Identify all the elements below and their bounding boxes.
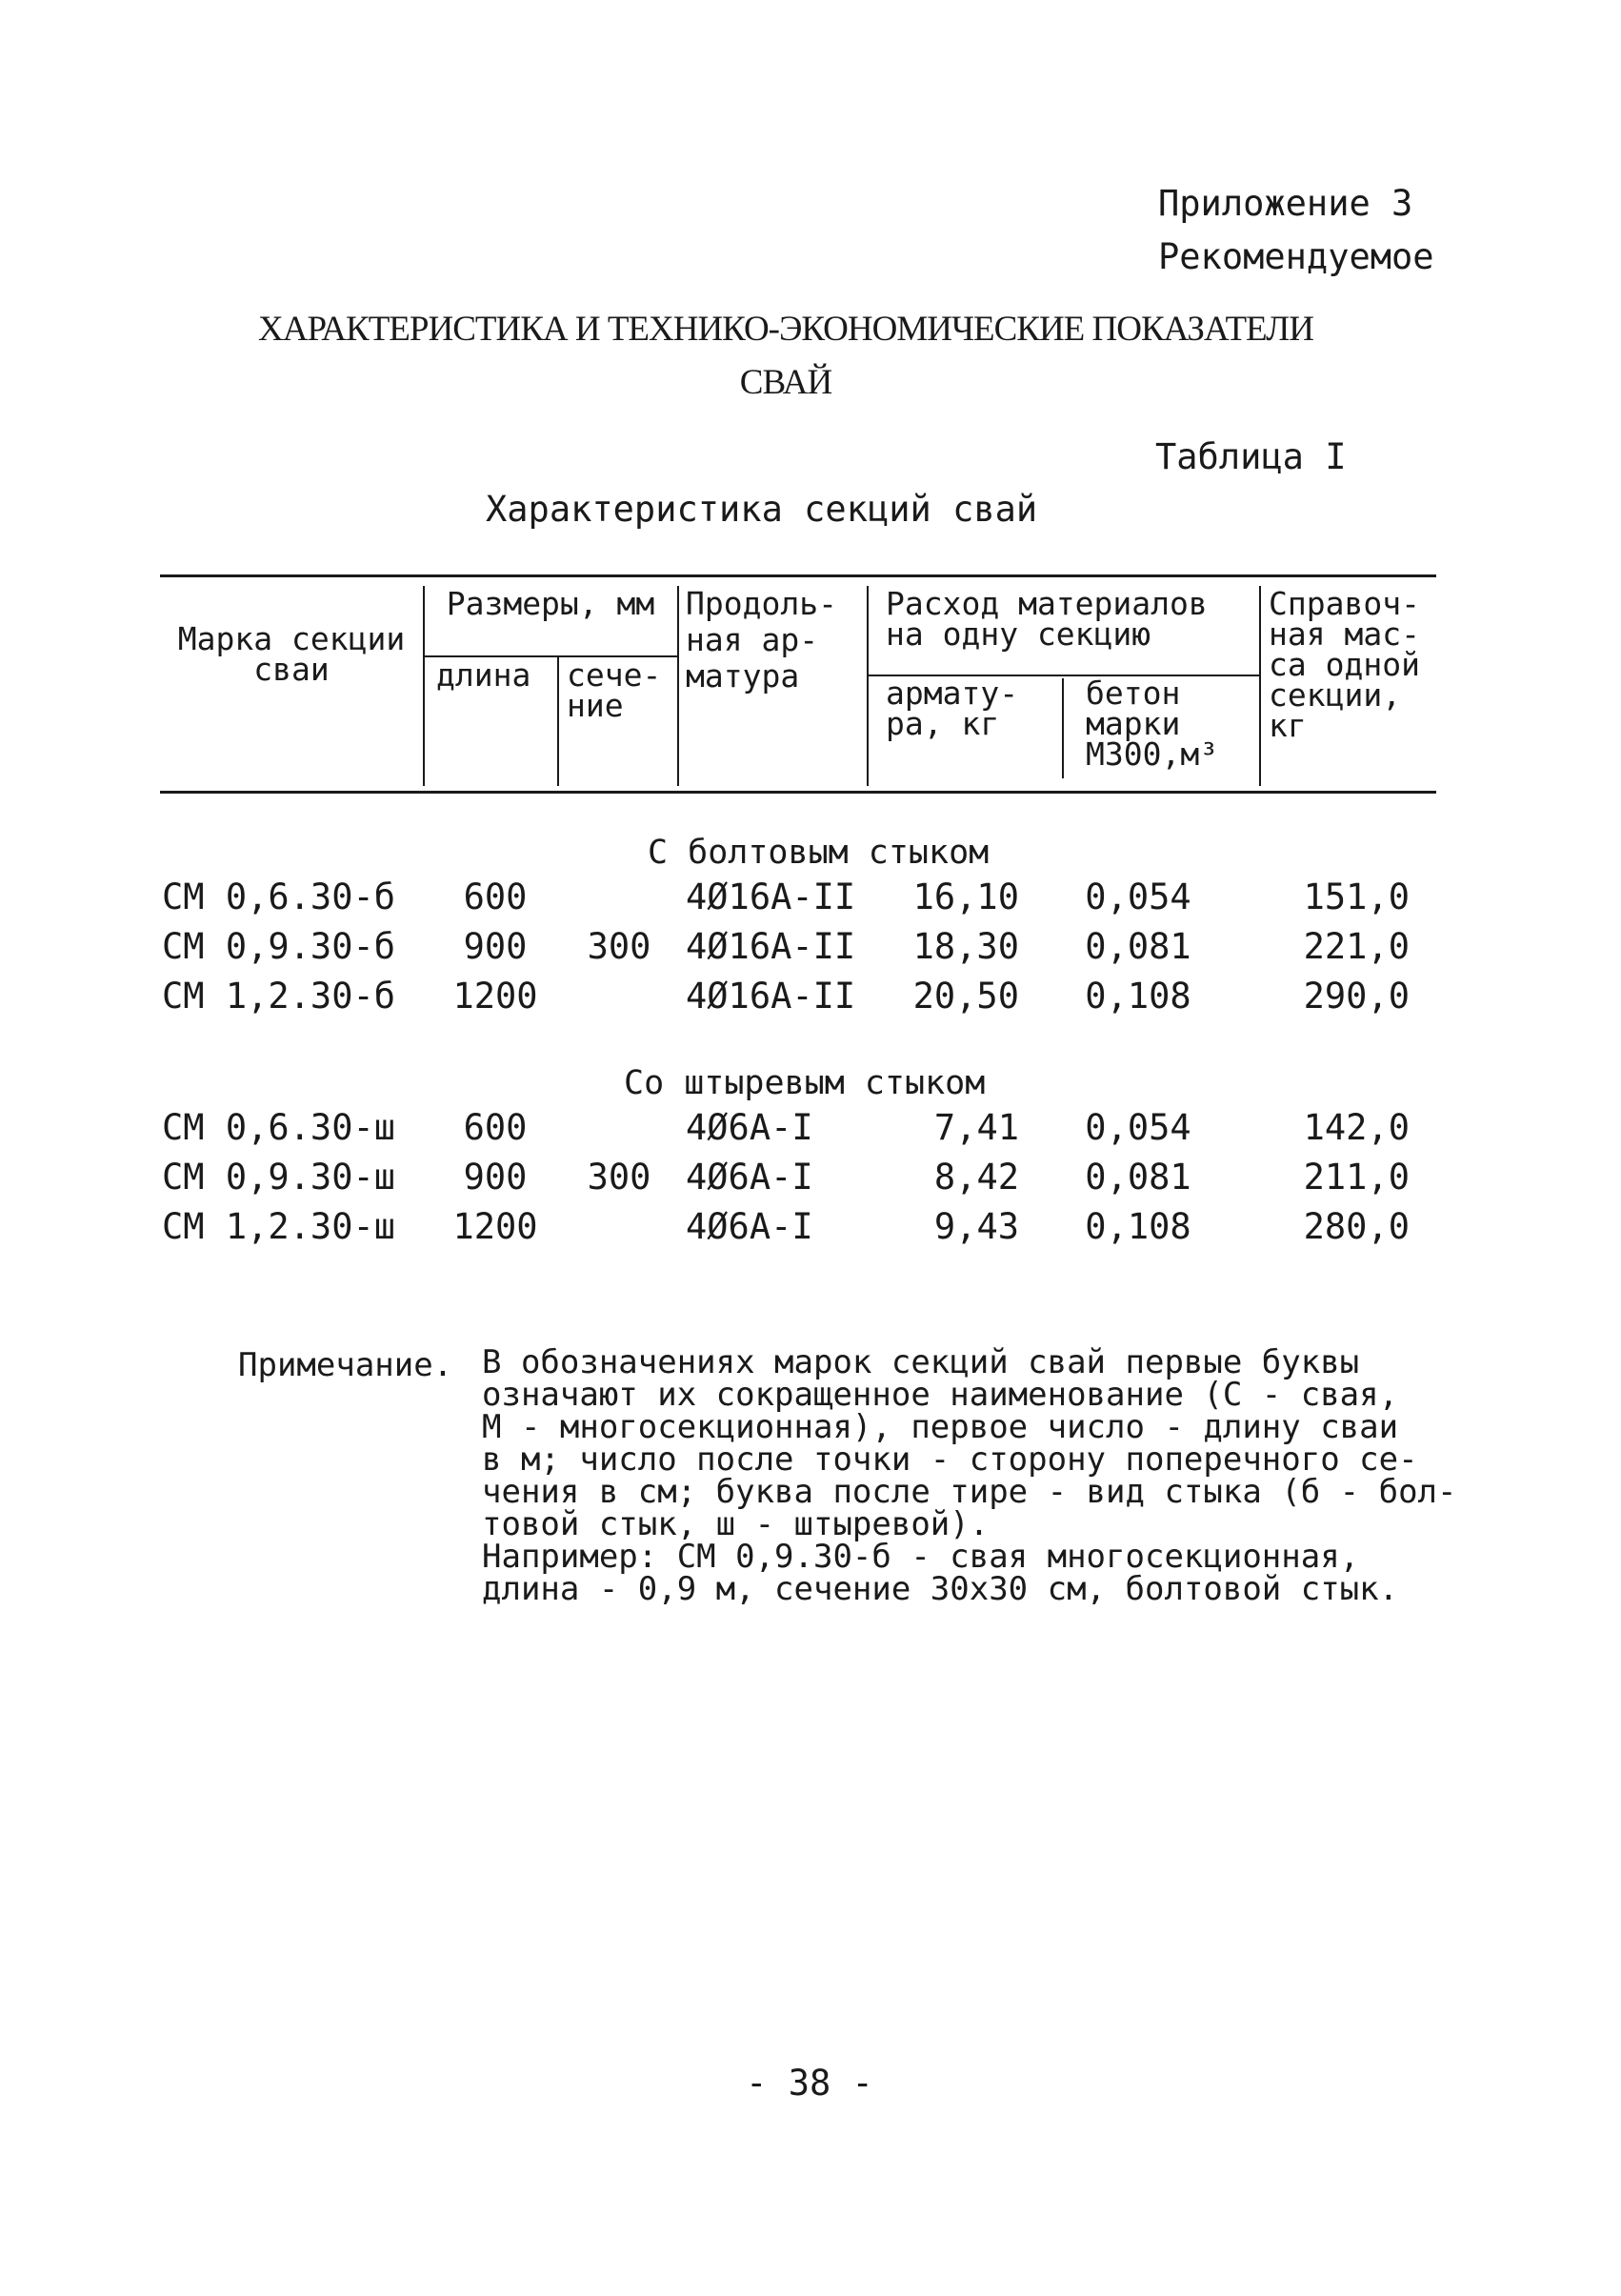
cell-length: 900 bbox=[463, 1157, 528, 1198]
cell-mark: СМ 0,6.30-ш bbox=[162, 1107, 396, 1148]
document-title bbox=[190, 303, 1381, 410]
cell-mass: 221,0 bbox=[1303, 926, 1410, 967]
header-concrete: бетон марки М300,м³ bbox=[1086, 675, 1219, 773]
title-line-1: ХАРАКТЕРИСТИКА И ТЕХНИКО-ЭКОНОМИЧЕСКИЕ ПОКАЗАТЕЛИ bbox=[258, 310, 1313, 349]
cell-section: 300 bbox=[587, 926, 651, 967]
cell-mark: СМ 1,2.30-б bbox=[162, 976, 396, 1017]
appendix-label bbox=[1158, 177, 1434, 284]
section-title: С болтовым стыком bbox=[648, 834, 990, 872]
cell-mass: 211,0 bbox=[1303, 1157, 1410, 1198]
header-divider bbox=[677, 586, 679, 786]
header-divider bbox=[1062, 678, 1064, 778]
header-mark: Марка секции сваи bbox=[177, 620, 406, 688]
cell-concrete: 0,108 bbox=[1085, 1206, 1191, 1247]
cell-length: 600 bbox=[463, 1107, 528, 1148]
cell-concrete: 0,108 bbox=[1085, 976, 1191, 1017]
cell-mass: 142,0 bbox=[1303, 1107, 1410, 1148]
header-divider bbox=[867, 586, 869, 786]
cell-mark: СМ 1,2.30-ш bbox=[162, 1206, 396, 1247]
cell-mark: СМ 0,9.30-б bbox=[162, 926, 396, 967]
header-divider bbox=[1259, 586, 1261, 786]
title-line-2: СВАЙ bbox=[739, 363, 832, 402]
header-section: сече- ние bbox=[567, 656, 662, 724]
cell-armature: 7,41 bbox=[933, 1107, 1019, 1148]
cell-concrete: 0,054 bbox=[1085, 876, 1191, 917]
note-line: в м; число после точки - сторону поперечного се- bbox=[482, 1440, 1418, 1479]
page-number: - 38 - bbox=[746, 2063, 873, 2104]
note-line: В обозначениях марок секций свай первые буквы bbox=[482, 1343, 1360, 1381]
note-label: Примечание. bbox=[238, 1346, 453, 1384]
appendix-status: Рекомендуемое bbox=[1158, 236, 1434, 277]
table-top-rule bbox=[160, 574, 1436, 577]
header-divider bbox=[557, 657, 559, 786]
header-rebar: Продоль- ная ар- матура bbox=[686, 585, 837, 695]
header-armature: армату- ра, кг bbox=[886, 675, 1019, 742]
note-line: товой стык, ш - штыревой). bbox=[482, 1505, 990, 1543]
header-length: длина bbox=[436, 656, 531, 694]
cell-concrete: 0,081 bbox=[1085, 926, 1191, 967]
cell-mark: СМ 0,6.30-б bbox=[162, 876, 396, 917]
header-consumption: Расход материалов на одну секцию bbox=[886, 585, 1208, 653]
note-line: М - многосекционная), первое число - длину сваи bbox=[482, 1408, 1399, 1446]
cell-rebar: 4Ø6А-I bbox=[686, 1206, 813, 1247]
cell-mass: 290,0 bbox=[1303, 976, 1410, 1017]
cell-mass: 151,0 bbox=[1303, 876, 1410, 917]
cell-mass: 280,0 bbox=[1303, 1206, 1410, 1247]
appendix-number: Приложение 3 bbox=[1158, 183, 1413, 224]
cell-armature: 8,42 bbox=[933, 1157, 1019, 1198]
cell-rebar: 4Ø6А-I bbox=[686, 1157, 813, 1198]
cell-armature: 16,10 bbox=[912, 876, 1019, 917]
cell-length: 1200 bbox=[452, 976, 538, 1017]
note-line: длина - 0,9 м, сечение 30х30 см, болтовой стык. bbox=[482, 1570, 1399, 1608]
header-mass: Справоч- ная мас- са одной секции, кг bbox=[1269, 585, 1420, 744]
cell-armature: 20,50 bbox=[912, 976, 1019, 1017]
cell-armature: 9,43 bbox=[933, 1206, 1019, 1247]
cell-rebar: 4Ø6А-I bbox=[686, 1107, 813, 1148]
cell-rebar: 4Ø16А-II bbox=[686, 876, 856, 917]
note-line: Например: СМ 0,9.30-б - свая многосекционная, bbox=[482, 1538, 1360, 1576]
cell-section: 300 bbox=[587, 1157, 651, 1198]
table-number: Таблица I bbox=[1155, 436, 1347, 477]
cell-rebar: 4Ø16А-II bbox=[686, 926, 856, 967]
cell-length: 1200 bbox=[452, 1206, 538, 1247]
cell-mark: СМ 0,9.30-ш bbox=[162, 1157, 396, 1198]
section-title: Со штыревым стыком bbox=[624, 1064, 986, 1102]
cell-armature: 18,30 bbox=[912, 926, 1019, 967]
table-header-bottom-rule bbox=[160, 791, 1436, 794]
cell-concrete: 0,081 bbox=[1085, 1157, 1191, 1198]
note-line: означают их сокращенное наименование (С - свая, bbox=[482, 1376, 1399, 1414]
cell-length: 900 bbox=[463, 926, 528, 967]
cell-rebar: 4Ø16А-II bbox=[686, 976, 856, 1017]
cell-concrete: 0,054 bbox=[1085, 1107, 1191, 1148]
cell-length: 600 bbox=[463, 876, 528, 917]
header-sizes: Размеры, мм bbox=[446, 585, 655, 622]
note-line: чения в см; буква после тире - вид стыка (б - бол- bbox=[482, 1473, 1457, 1511]
table-caption: Характеристика секций свай bbox=[486, 489, 1038, 530]
